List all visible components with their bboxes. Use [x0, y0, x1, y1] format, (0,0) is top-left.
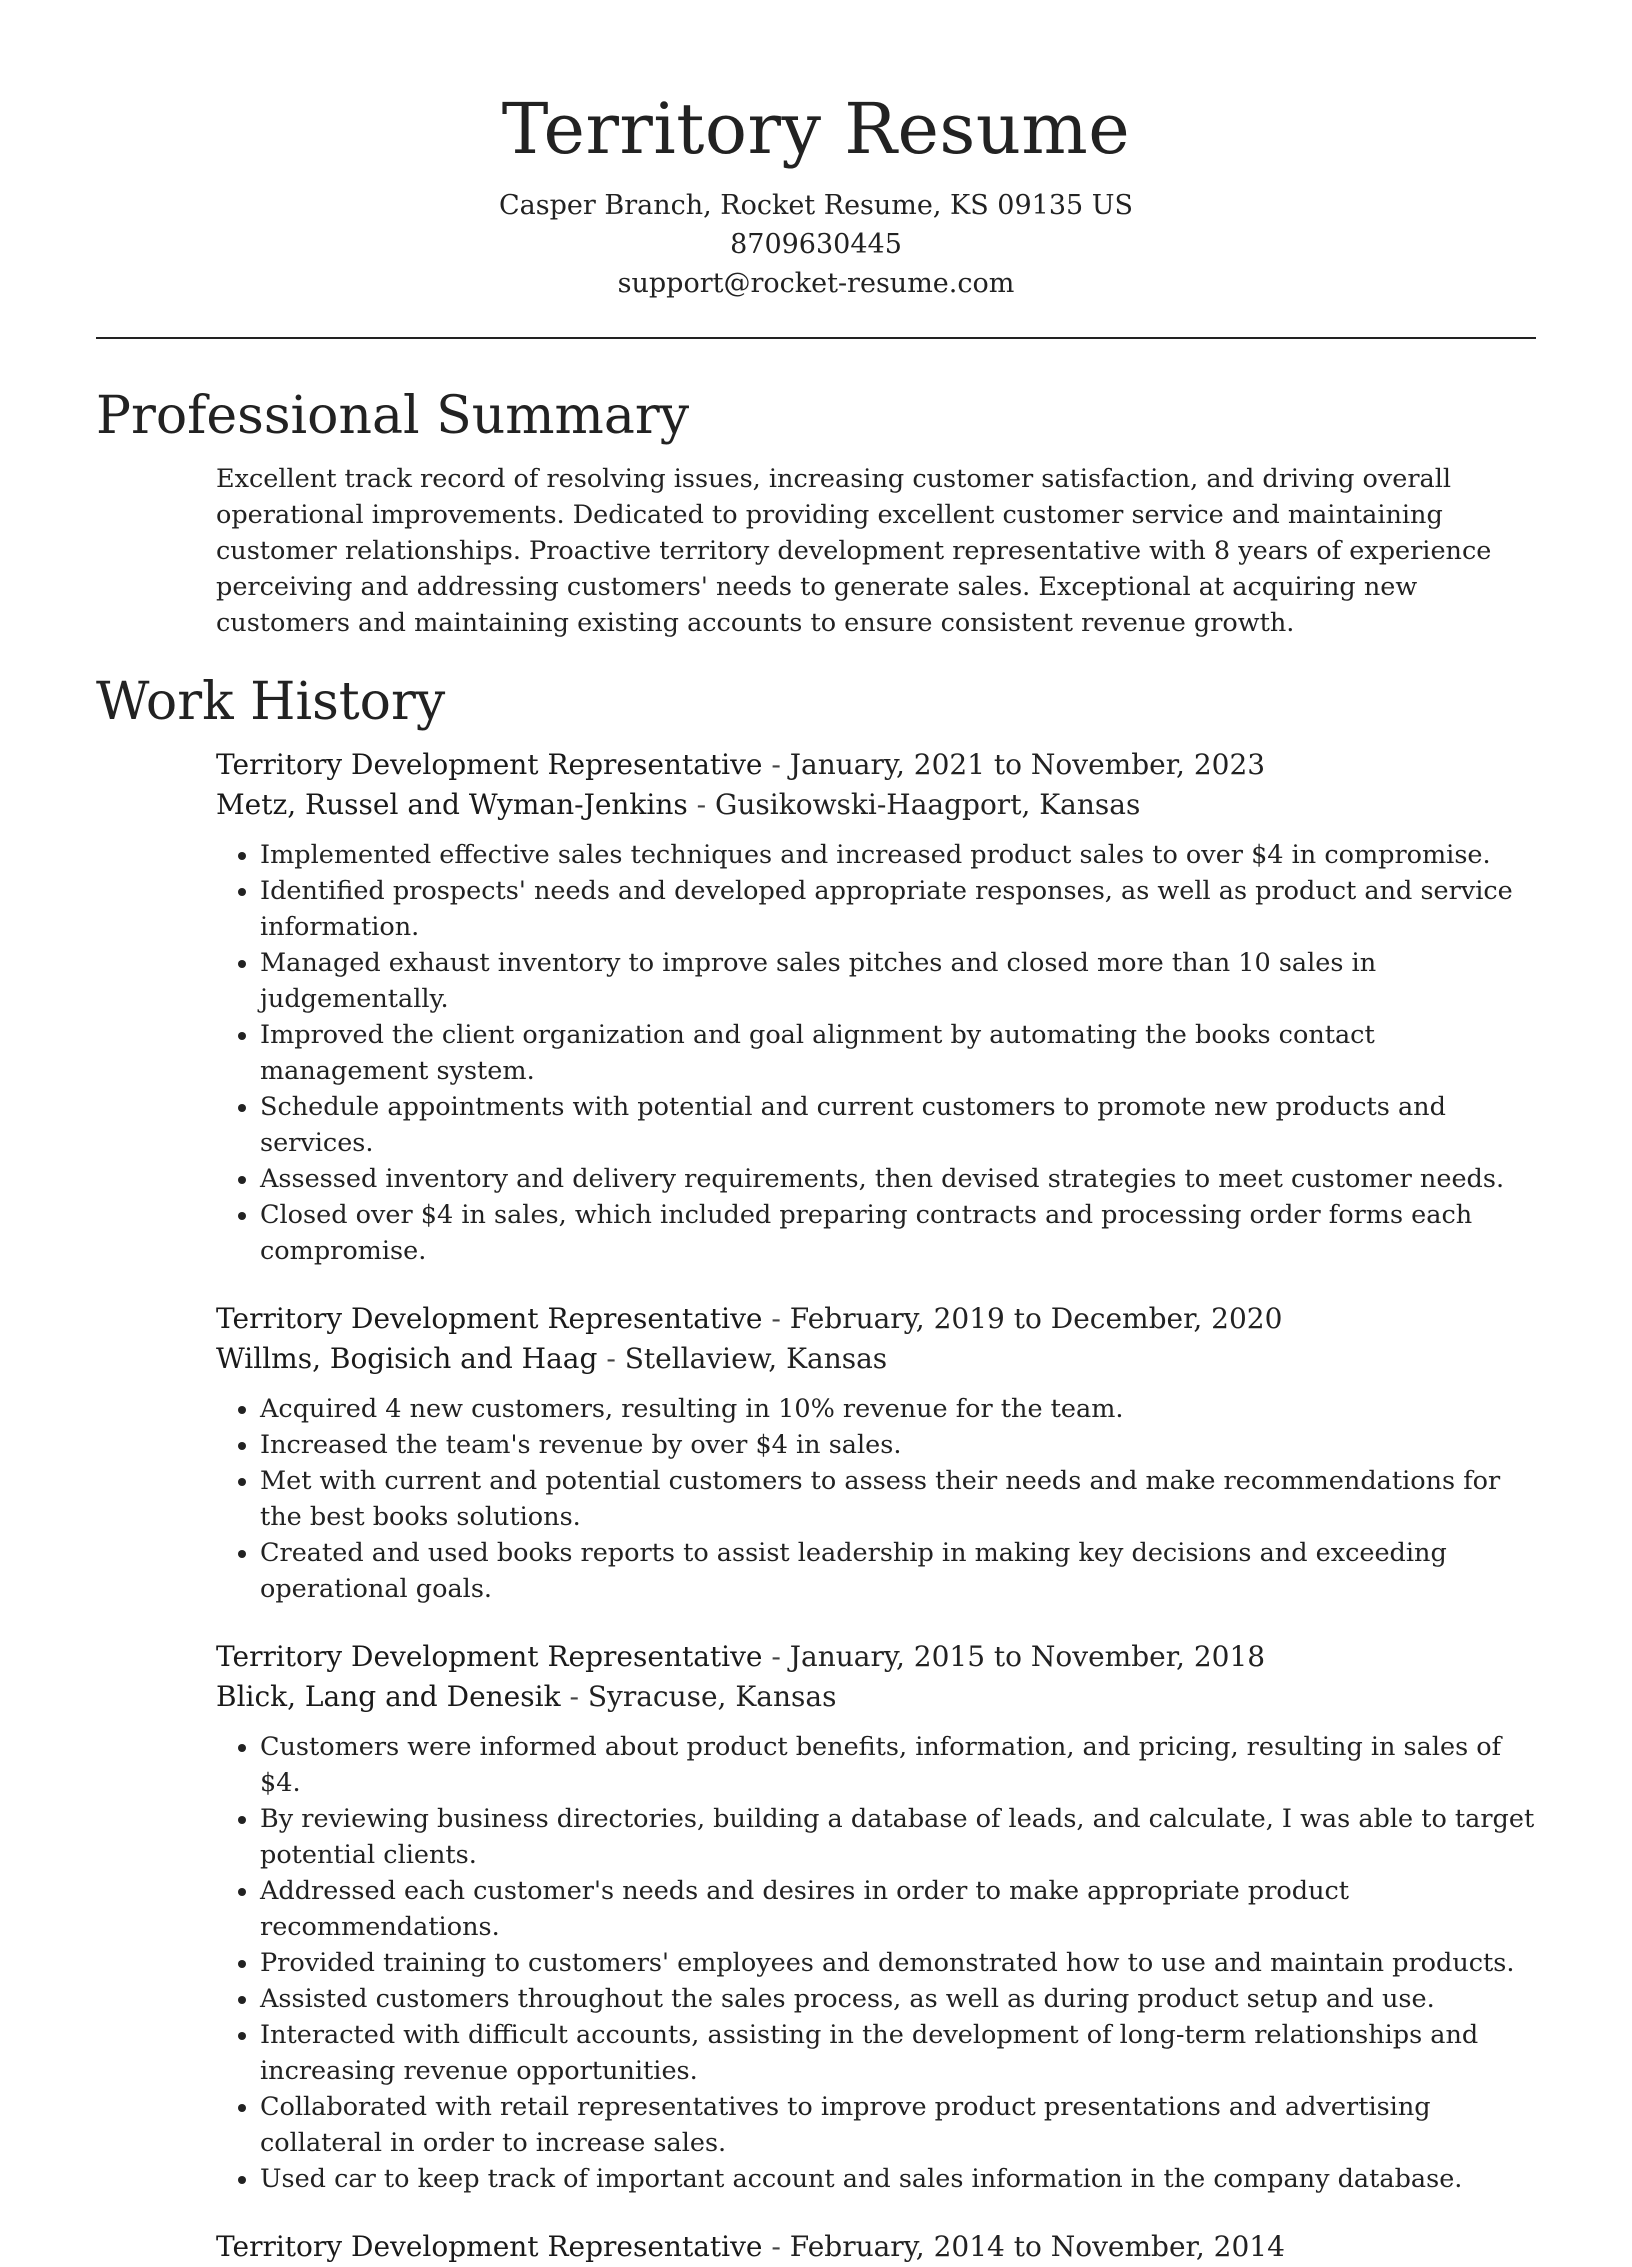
job-location: Stellaview, Kansas: [624, 1342, 888, 1375]
resume-header: [0, 0, 1632, 303]
job-bullet: • Created and used books reports to assist leadership in making key decisions and exceeding operational goals.: [260, 1535, 1536, 1607]
job-role: Territory Development Representative: [216, 1302, 763, 1335]
job-dates: January, 2021 to November, 2023: [789, 748, 1266, 781]
job-entry: [216, 745, 1536, 1269]
job-title-line: [216, 1299, 1536, 1339]
job-bullet: • Schedule appointments with potential and current customers to promote new products and services.: [260, 1089, 1536, 1161]
job-entry: [216, 2227, 1536, 2267]
job-bullet: • Managed exhaust inventory to improve sales pitches and closed more than 10 sales in judgementally.: [260, 945, 1536, 1017]
job-dates: February, 2019 to December, 2020: [789, 1302, 1283, 1335]
job-bullet: • Improved the client organization and goal alignment by automating the books contact management system.: [260, 1017, 1536, 1089]
job-role: Territory Development Representative: [216, 1640, 763, 1673]
job-location: Syracuse, Kansas: [587, 1680, 837, 1713]
summary-title: Professional Summary: [96, 386, 690, 446]
job-bullet: • Acquired 4 new customers, resulting in 10% revenue for the team.: [260, 1391, 1536, 1427]
job-location: Gusikowski-Haagport, Kansas: [715, 788, 1141, 821]
job-company-line: [216, 1677, 1536, 1717]
job-company: Willms, Bogisich and Haag: [216, 1342, 598, 1375]
resume-name: Territory Resume: [501, 88, 1131, 170]
contact-email: support@rocket-resume.com: [617, 268, 1015, 299]
job-separator: -: [606, 1342, 625, 1375]
job-separator: -: [696, 788, 716, 821]
job-company: Metz, Russel and Wyman-Jenkins: [216, 788, 688, 821]
job-bullets: [216, 1729, 1536, 2197]
job-bullet: • Collaborated with retail representatives to improve product presentations and advertising collateral in order to increase sales.: [260, 2089, 1536, 2161]
job-bullet: • Used car to keep track of important account and sales information in the company database.: [260, 2161, 1536, 2197]
job-bullet: • Interacted with difficult accounts, assisting in the development of long-term relationships and increasing revenue opportunities.: [260, 2017, 1536, 2089]
job-company: Blick, Lang and Denesik: [216, 1680, 561, 1713]
job-bullet: • Assessed inventory and delivery requirements, then devised strategies to meet customer needs.: [260, 1161, 1536, 1197]
job-bullet: • Addressed each customer's needs and desires in order to make appropriate product recommendations.: [260, 1873, 1536, 1945]
job-title-line: [216, 1637, 1536, 1677]
job-bullet: • Met with current and potential customers to assess their needs and make recommendations for the best books solutions.: [260, 1463, 1536, 1535]
job-separator: -: [771, 748, 790, 781]
job-bullet: • Identified prospects' needs and developed appropriate responses, as well as product and service information.: [260, 873, 1536, 945]
job-role: Territory Development Representative: [216, 748, 763, 781]
job-bullets: [216, 1391, 1536, 1607]
contact-info: [0, 186, 1632, 303]
job-role: Territory Development Representative: [216, 2230, 763, 2263]
job-bullet: • Increased the team's revenue by over $4 in sales.: [260, 1427, 1536, 1463]
job-bullet: • Closed over $4 in sales, which included preparing contracts and processing order forms each compromise.: [260, 1197, 1536, 1269]
job-entry: [216, 1637, 1536, 2197]
job-dates: January, 2015 to November, 2018: [789, 1640, 1266, 1673]
job-bullet: • Implemented effective sales techniques and increased product sales to over $4 in compromise.: [260, 837, 1536, 873]
header-divider: [96, 337, 1536, 339]
job-bullet: • Provided training to customers' employees and demonstrated how to use and maintain products.: [260, 1945, 1536, 1981]
job-bullet: • Customers were informed about product benefits, information, and pricing, resulting in sales of $4.: [260, 1729, 1536, 1801]
job-dates: February, 2014 to November, 2014: [789, 2230, 1285, 2263]
job-separator: -: [771, 1302, 790, 1335]
contact-phone: 8709630445: [730, 229, 902, 260]
job-entry: [216, 1299, 1536, 1607]
job-separator: -: [771, 2230, 790, 2263]
summary-text: Excellent track record of resolving issues, increasing customer satisfaction, and driving overall operational improvements. Dedicated to providing excellent customer service and maintaining customer relationships. Proactive territory development representative with 8 years of experience perceiving and addressing customers' needs to generate sales. Exceptional at acquiring new customers and maintaining existing accounts to ensure consistent revenue growth.: [216, 464, 1492, 638]
job-company-line: [216, 1339, 1536, 1379]
work-history-title: Work History: [96, 672, 446, 732]
job-bullet: • By reviewing business directories, building a database of leads, and calculate, I was able to target potential clients.: [260, 1801, 1536, 1873]
job-bullets: [216, 837, 1536, 1269]
job-separator: -: [569, 1680, 588, 1713]
job-separator: -: [771, 1640, 790, 1673]
job-company-line: [216, 785, 1536, 825]
job-bullet: • Assisted customers throughout the sales process, as well as during product setup and use.: [260, 1981, 1536, 2017]
job-title-line: [216, 2227, 1536, 2267]
contact-address: Casper Branch, Rocket Resume, KS 09135 US: [498, 190, 1134, 221]
job-title-line: [216, 745, 1536, 785]
